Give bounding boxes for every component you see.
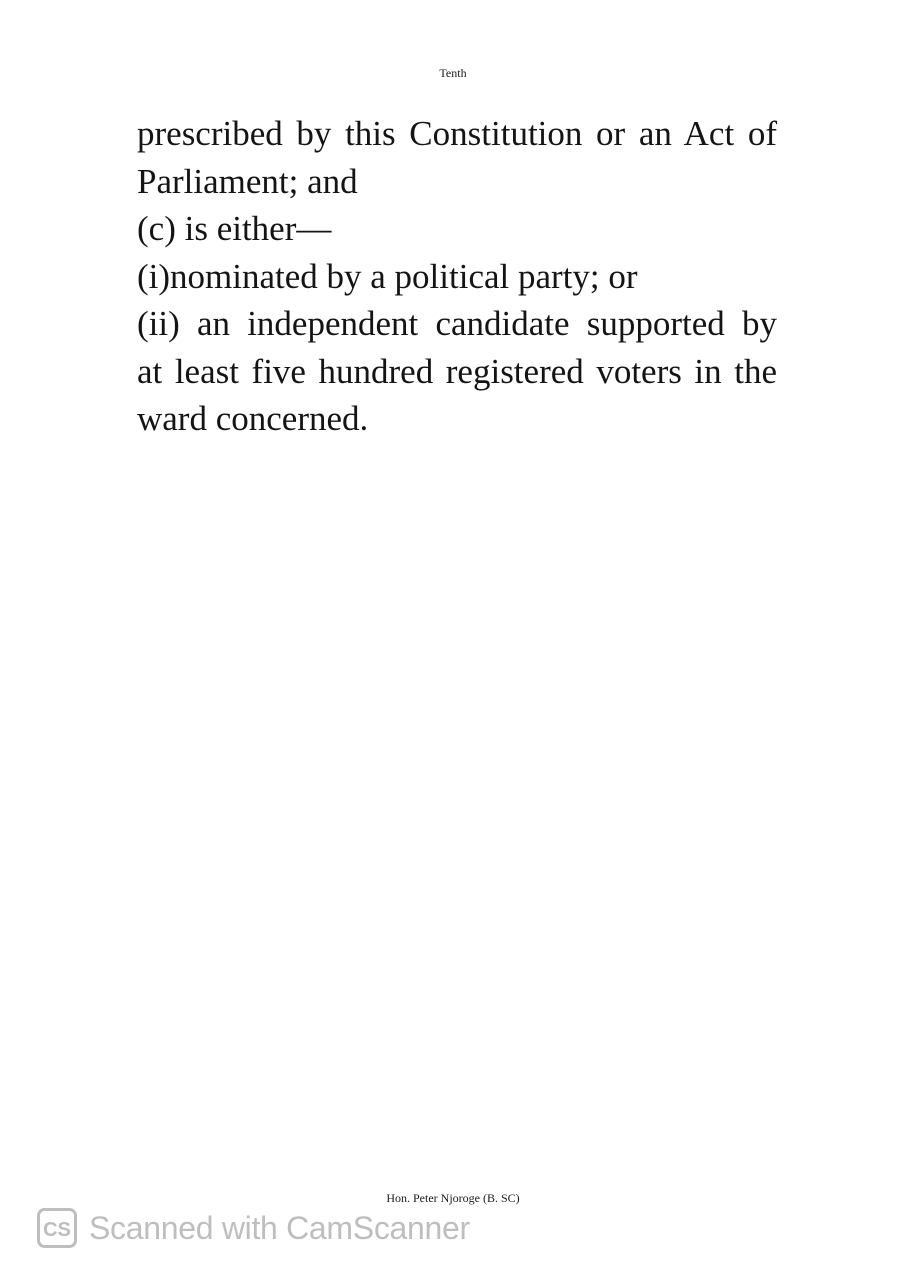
body-text [137,110,777,443]
text-line: prescribed by this Constitution or an Act of [137,114,777,153]
text-line: Parliament; and [137,161,358,201]
text-line: (c) is either— [137,209,332,248]
logo-text: CS [43,1219,71,1241]
text-line: ward concerned. [137,399,369,438]
text-line: (i)nominated by a political party; or [137,256,638,296]
camscanner-logo-icon [37,1208,77,1248]
watermark-text: Scanned with CamScanner [89,1209,470,1246]
page-footer-author: Hon. Peter Njoroge (B. SC) [386,1191,520,1205]
running-header: Tenth [439,66,467,80]
text-line: (ii) an independent candidate supported by [137,304,777,343]
text-line: at least five hundred registered voters in the [137,351,777,391]
camscanner-watermark [37,1207,470,1249]
